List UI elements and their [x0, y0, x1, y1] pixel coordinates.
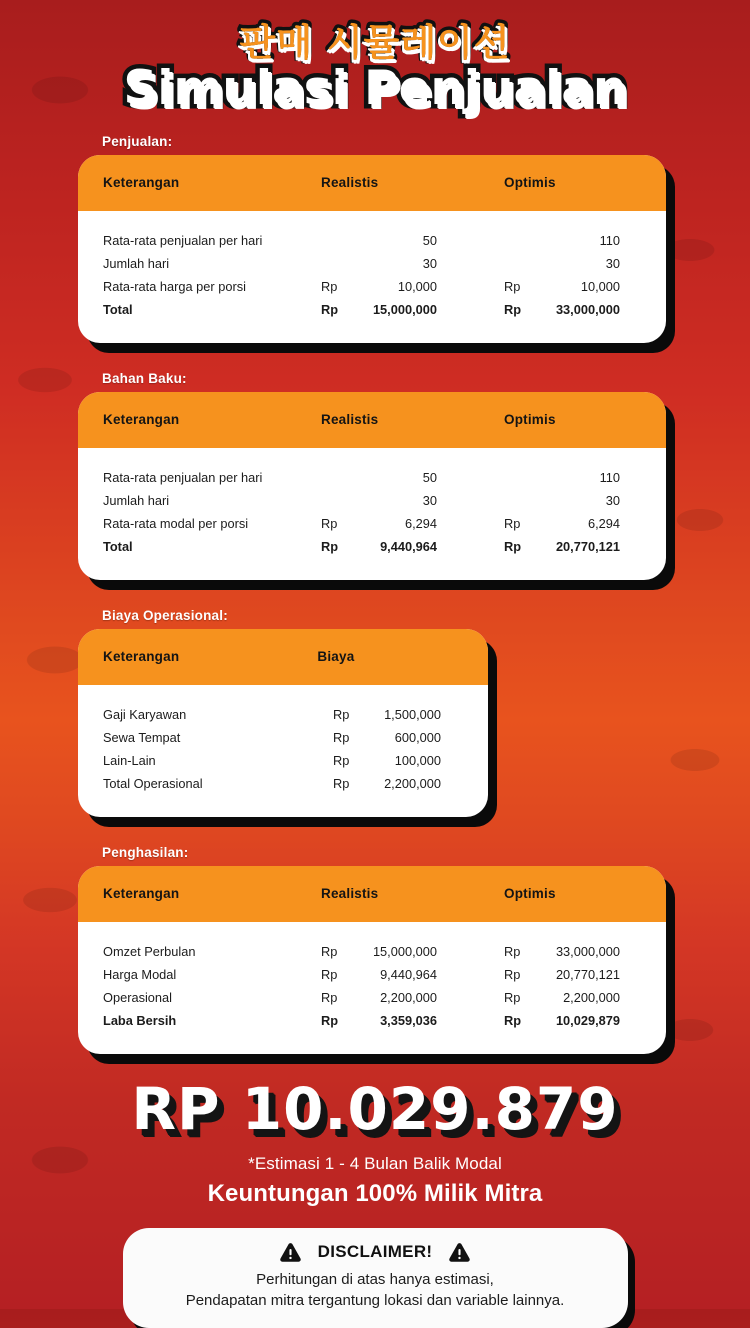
- currency-prefix: Rp: [504, 515, 521, 531]
- currency-prefix: Rp: [321, 989, 338, 1005]
- value-optimis: [504, 990, 620, 1005]
- table-body: [78, 211, 666, 343]
- currency-prefix: Rp: [321, 538, 339, 554]
- column-header: Keterangan: [103, 175, 180, 191]
- table-header-row: [78, 155, 666, 211]
- table-card: [78, 155, 666, 343]
- value-realistis: [321, 516, 504, 531]
- row-description: Jumlah hari: [103, 492, 170, 508]
- section-3: [0, 608, 750, 817]
- value-optimis: [504, 1013, 620, 1028]
- table-row: [78, 749, 488, 772]
- table-card: [78, 866, 666, 1054]
- currency-prefix: Rp: [321, 301, 339, 317]
- value-amount: 2,200,000: [384, 775, 441, 791]
- value-amount: 15,000,000: [372, 943, 437, 959]
- row-description: Lain-Lain: [103, 752, 156, 768]
- title-korean: 판매 시뮬레이션: [239, 21, 511, 64]
- currency-prefix: Rp: [321, 966, 338, 982]
- row-description: Operasional: [103, 989, 173, 1005]
- currency-prefix: Rp: [504, 1012, 522, 1028]
- column-header: Realistis: [321, 175, 379, 191]
- column-header: Keterangan: [103, 649, 180, 665]
- table-row: [78, 1009, 666, 1032]
- column-header: Optimis: [504, 886, 556, 902]
- value-realistis: [333, 730, 441, 745]
- currency-prefix: [504, 470, 532, 485]
- disclaimer-title-row: [143, 1242, 608, 1263]
- row-description: Harga Modal: [103, 966, 177, 982]
- column-header: Realistis: [321, 412, 379, 428]
- table-header-row: [78, 392, 666, 448]
- value-amount: 20,770,121: [555, 538, 620, 554]
- row-description: Gaji Karyawan: [103, 706, 187, 722]
- currency-prefix: [321, 256, 349, 271]
- row-description: Rata-rata penjualan per hari: [103, 232, 263, 248]
- value-optimis: [504, 516, 620, 531]
- value-optimis: [504, 302, 620, 317]
- column-header: Keterangan: [103, 412, 180, 428]
- disclaimer-title: DISCLAIMER!: [317, 1242, 433, 1262]
- currency-prefix: Rp: [504, 966, 521, 982]
- table-row: [78, 986, 666, 1009]
- row-description: Sewa Tempat: [103, 729, 181, 745]
- warning-icon-right: [448, 1242, 471, 1263]
- currency-prefix: [504, 233, 532, 248]
- value-amount: 30: [605, 255, 620, 271]
- value-amount: 10,000: [397, 278, 437, 294]
- currency-prefix: Rp: [504, 301, 522, 317]
- value-realistis: [321, 256, 504, 271]
- value-realistis: [321, 539, 504, 554]
- column-header: Realistis: [321, 886, 379, 902]
- table-row: [78, 489, 666, 512]
- section-2: [0, 371, 750, 580]
- estimate-note: *Estimasi 1 - 4 Bulan Balik Modal: [248, 1153, 502, 1173]
- currency-prefix: Rp: [333, 729, 350, 745]
- table-body: [78, 448, 666, 580]
- value-amount: 6,294: [404, 515, 437, 531]
- disclaimer-box: [123, 1228, 628, 1328]
- value-realistis: [321, 493, 504, 508]
- table-header-row: [78, 629, 488, 685]
- value-realistis: [321, 944, 504, 959]
- currency-prefix: Rp: [321, 278, 338, 294]
- currency-prefix: Rp: [333, 706, 350, 722]
- section-label: Penghasilan:: [102, 844, 189, 860]
- currency-prefix: Rp: [504, 943, 521, 959]
- table-body: [78, 685, 488, 817]
- table-row: [78, 512, 666, 535]
- warning-icon-left: [279, 1242, 302, 1263]
- value-amount: 9,440,964: [380, 966, 437, 982]
- value-realistis: [321, 967, 504, 982]
- table-row: [78, 963, 666, 986]
- table-row: [78, 466, 666, 489]
- table-row: [78, 298, 666, 321]
- row-description: Total: [103, 538, 133, 554]
- value-realistis: [321, 990, 504, 1005]
- section-label: Bahan Baku:: [102, 370, 187, 386]
- value-realistis: [333, 753, 441, 768]
- value-realistis: [321, 302, 504, 317]
- currency-prefix: [321, 470, 349, 485]
- title-indonesian: Simulasi Penjualan: [123, 60, 627, 116]
- table-row: [78, 940, 666, 963]
- currency-prefix: [504, 256, 532, 271]
- value-amount: 1,500,000: [384, 706, 441, 722]
- row-description: Omzet Perbulan: [103, 943, 196, 959]
- value-amount: 9,440,964: [380, 538, 437, 554]
- value-optimis: [504, 944, 620, 959]
- value-optimis: [504, 279, 620, 294]
- value-realistis: [321, 233, 504, 248]
- value-amount: 33,000,000: [555, 301, 620, 317]
- value-amount: 110: [599, 232, 620, 248]
- value-amount: 10,029,879: [555, 1012, 620, 1028]
- row-description: Laba Bersih: [103, 1012, 177, 1028]
- value-optimis: [504, 539, 620, 554]
- value-amount: 2,200,000: [380, 989, 437, 1005]
- table-row: [78, 275, 666, 298]
- currency-prefix: [321, 493, 349, 508]
- currency-prefix: Rp: [321, 1012, 339, 1028]
- value-amount: 50: [422, 232, 437, 248]
- value-amount: 15,000,000: [372, 301, 437, 317]
- currency-prefix: [321, 233, 349, 248]
- currency-prefix: Rp: [504, 278, 521, 294]
- poster-header: [0, 0, 750, 115]
- value-amount: 3,359,036: [380, 1012, 437, 1028]
- table-row: [78, 229, 666, 252]
- value-amount: 50: [422, 469, 437, 485]
- value-realistis: [333, 707, 441, 722]
- value-optimis: [504, 470, 620, 485]
- currency-prefix: [504, 493, 532, 508]
- value-amount: 600,000: [394, 729, 441, 745]
- row-description: Jumlah hari: [103, 255, 170, 271]
- value-amount: 30: [422, 255, 437, 271]
- table-card: [78, 392, 666, 580]
- currency-prefix: Rp: [321, 943, 338, 959]
- row-description: Total: [103, 301, 133, 317]
- row-description: Rata-rata harga per porsi: [103, 278, 246, 294]
- value-optimis: [504, 493, 620, 508]
- section-4: [0, 845, 750, 1054]
- value-amount: 30: [605, 492, 620, 508]
- table-card: [78, 629, 488, 817]
- section-label: Penjualan:: [102, 133, 173, 149]
- currency-prefix: Rp: [504, 989, 521, 1005]
- table-row: [78, 535, 666, 558]
- currency-prefix: Rp: [333, 775, 350, 791]
- value-realistis: [321, 470, 504, 485]
- section-label: Biaya Operasional:: [102, 607, 228, 623]
- table-row: [78, 703, 488, 726]
- table-row: [78, 772, 488, 795]
- value-realistis: [321, 1013, 504, 1028]
- sections-container: [0, 134, 750, 1054]
- column-header: Keterangan: [103, 886, 180, 902]
- currency-prefix: Rp: [504, 538, 522, 554]
- value-realistis: [333, 776, 441, 791]
- value-optimis: [504, 233, 620, 248]
- row-description: Rata-rata modal per porsi: [103, 515, 249, 531]
- table-row: [78, 252, 666, 275]
- profit-note: Keuntungan 100% Milik Mitra: [207, 1179, 543, 1207]
- section-1: [0, 134, 750, 343]
- value-optimis: [504, 256, 620, 271]
- value-amount: 110: [599, 469, 620, 485]
- value-amount: 33,000,000: [555, 943, 620, 959]
- value-amount: 30: [422, 492, 437, 508]
- value-optimis: [504, 967, 620, 982]
- big-total-amount: RP 10.029.879: [131, 1074, 619, 1143]
- value-amount: 10,000: [580, 278, 620, 294]
- disclaimer-line-1: Perhitungan di atas hanya estimasi,: [256, 1270, 494, 1288]
- row-description: Total Operasional: [103, 775, 203, 791]
- column-header: Biaya: [317, 649, 355, 665]
- table-row: [78, 726, 488, 749]
- row-description: Rata-rata penjualan per hari: [103, 469, 263, 485]
- value-realistis: [321, 279, 504, 294]
- value-amount: 100,000: [394, 752, 441, 768]
- table-header-row: [78, 866, 666, 922]
- value-amount: 2,200,000: [563, 989, 620, 1005]
- column-header: Optimis: [504, 175, 556, 191]
- currency-prefix: Rp: [333, 752, 350, 768]
- value-amount: 20,770,121: [555, 966, 620, 982]
- value-amount: 6,294: [587, 515, 620, 531]
- table-body: [78, 922, 666, 1054]
- currency-prefix: Rp: [321, 515, 338, 531]
- disclaimer-line-2: Pendapatan mitra tergantung lokasi dan variable lainnya.: [185, 1292, 565, 1310]
- column-header: Optimis: [504, 412, 556, 428]
